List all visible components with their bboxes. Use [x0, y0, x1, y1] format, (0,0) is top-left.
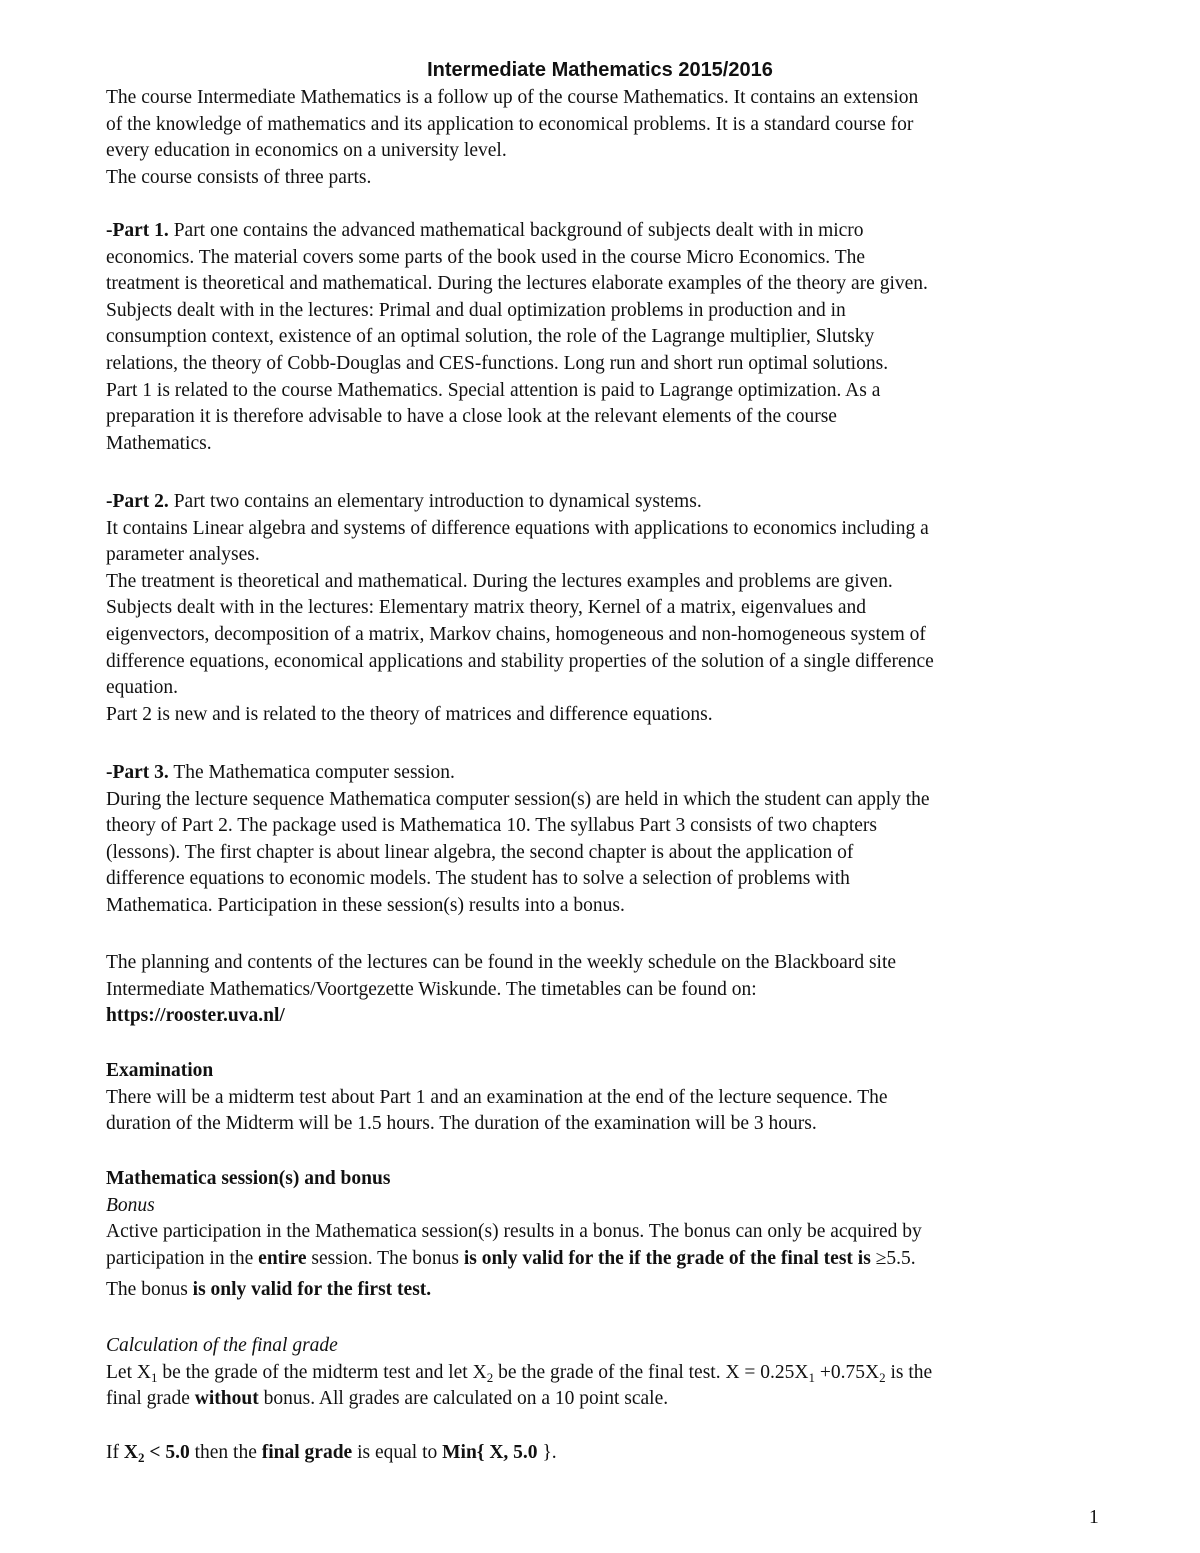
- part1-line: treatment is theoretical and mathematical. During the lectures elaborate examples of the theory are given.: [106, 273, 928, 295]
- intro-line: The course Intermediate Mathematics is a follow up of the course Mathematics. It contains an extension: [106, 87, 919, 108]
- subscript: 1: [808, 1369, 816, 1385]
- part2-line: equation.: [106, 677, 179, 699]
- bonus-text: session. The bonus: [306, 1247, 464, 1269]
- part1-first-line: [106, 218, 1116, 245]
- page-number: 1: [1089, 1507, 1099, 1528]
- rule-text: If: [106, 1441, 124, 1463]
- bonus-emphasis: entire: [258, 1247, 307, 1269]
- examination-line: There will be a midterm test about Part 1 and an examination at the end of the lecture sequence. The: [106, 1086, 888, 1108]
- timetable-url[interactable]: https://rooster.uva.nl/: [106, 1005, 285, 1027]
- part2-line: Part 2 is new and is related to the theory of matrices and difference equations.: [106, 703, 713, 725]
- subscript: 2: [879, 1369, 886, 1385]
- part2-label: -Part 2.: [106, 491, 169, 512]
- final-grade-formula-line: [106, 1360, 1116, 1387]
- bonus-text: participation in the: [106, 1247, 259, 1269]
- part3-line: theory of Part 2. The package used is Mathematica 10. The syllabus Part 3 consists of two chapters: [106, 815, 877, 837]
- part3-first-line: [106, 760, 1116, 787]
- subscript: 2: [137, 1449, 145, 1465]
- bonus-subheading-line: [106, 1193, 1116, 1220]
- intro-paragraph: [106, 85, 1116, 191]
- part3-line: (lessons). The first chapter is about linear algebra, the second chapter is about the application of: [106, 841, 854, 863]
- planning-paragraph: [106, 950, 1116, 1030]
- part2-line: parameter analyses.: [106, 544, 260, 566]
- part1-line: economics. The material covers some parts of the book used in the course Micro Economics. The: [106, 246, 866, 268]
- subscript: 1: [150, 1369, 158, 1385]
- bonus-text: ≥5.5.: [870, 1247, 916, 1269]
- part3-line: The Mathematica computer session.: [168, 762, 455, 783]
- part1-line: consumption context, existence of an optimal solution, the role of the Lagrange multiplier, Slutsky: [106, 326, 875, 348]
- bonus-emphasis: is only valid for the first test.: [192, 1279, 432, 1301]
- rule-text: then the: [189, 1441, 262, 1463]
- part3-label: -Part 3.: [106, 762, 169, 783]
- intro-line: of the knowledge of mathematics and its application to economical problems. It is a standard course for: [106, 113, 914, 135]
- bonus-line-3: [106, 1277, 1116, 1304]
- part2-first-line: [106, 489, 1116, 516]
- part1-line: Subjects dealt with in the lectures: Primal and dual optimization problems in production and in: [106, 299, 846, 321]
- formula-text: Let X: [106, 1361, 151, 1383]
- rule-emphasis: Min{ X, 5.0: [442, 1441, 538, 1463]
- final-grade-heading: Calculation of the final grade: [106, 1335, 338, 1356]
- bonus-text: The bonus: [106, 1279, 193, 1301]
- formula-text: +0.75X: [815, 1361, 880, 1383]
- part2-line: Subjects dealt with in the lectures: Elementary matrix theory, Kernel of a matrix, eigenvalues and: [106, 597, 867, 619]
- grade-text: final grade: [106, 1388, 195, 1410]
- bonus-subheading: Bonus: [106, 1194, 155, 1216]
- rule-emphasis: < 5.0: [144, 1441, 190, 1463]
- examination-heading: Examination: [106, 1060, 214, 1081]
- rule-emphasis: X: [123, 1441, 138, 1463]
- part2-line: Part two contains an elementary introduction to dynamical systems.: [168, 491, 702, 512]
- bonus-heading-line: [106, 1166, 1116, 1193]
- part3-line: During the lecture sequence Mathematica computer session(s) are held in which the student can apply the: [106, 788, 930, 810]
- formula-text: be the grade of the final test. X = 0.25X: [493, 1361, 809, 1383]
- grade-emphasis: without: [194, 1388, 259, 1410]
- intro-line: The course consists of three parts.: [106, 166, 372, 188]
- rule-text: }.: [537, 1441, 557, 1463]
- part2-line: The treatment is theoretical and mathematical. During the lectures examples and problems are given.: [106, 570, 893, 592]
- formula-text: is the: [885, 1361, 933, 1383]
- final-grade-line-2: [106, 1386, 1116, 1413]
- part3-line: difference equations to economic models. The student has to solve a selection of problems with: [106, 868, 850, 890]
- grade-text: bonus. All grades are calculated on a 10 point scale.: [258, 1388, 669, 1410]
- page-title: Intermediate Mathematics 2015/2016: [427, 59, 773, 81]
- part1-line: Part 1 is related to the course Mathematics. Special attention is paid to Lagrange optimization. As a: [106, 379, 881, 401]
- part1-line: Mathematics.: [106, 432, 212, 454]
- part2-line: eigenvectors, decomposition of a matrix, Markov chains, homogeneous and non-homogeneous system of: [106, 623, 926, 645]
- bonus-heading: Mathematica session(s) and bonus: [106, 1168, 391, 1189]
- bonus-section: [106, 1166, 1116, 1304]
- bonus-line: Active participation in the Mathematica session(s) results in a bonus. The bonus can only be acquired by: [106, 1221, 922, 1243]
- examination-heading-line: [106, 1058, 1116, 1085]
- examination-line: duration of the Midterm will be 1.5 hours. The duration of the examination will be 3 hours.: [106, 1113, 817, 1135]
- final-grade-section: [106, 1333, 1116, 1466]
- part3-line: Mathematica. Participation in these session(s) results into a bonus.: [106, 894, 625, 916]
- part1-line: Part one contains the advanced mathematical background of subjects dealt with in micro: [168, 220, 864, 241]
- examination-section: [106, 1058, 1116, 1138]
- part2-paragraph: [106, 489, 1116, 728]
- final-grade-rule-line: [106, 1440, 1116, 1467]
- part1-label: -Part 1.: [106, 220, 169, 241]
- part2-line: It contains Linear algebra and systems of difference equations with applications to economics including a: [106, 517, 929, 539]
- planning-line: The planning and contents of the lectures can be found in the weekly schedule on the Blackboard site: [106, 952, 897, 973]
- part1-paragraph: [106, 218, 1116, 457]
- bonus-emphasis: is only valid for the if the grade of the final test is: [463, 1247, 871, 1269]
- rule-emphasis: final grade: [261, 1441, 353, 1463]
- subscript: 2: [486, 1369, 494, 1385]
- timetable-link[interactable]: [106, 1003, 1116, 1030]
- part1-line: relations, the theory of Cobb-Douglas and CES-functions. Long run and short run optimal solutions.: [106, 352, 889, 374]
- part1-line: preparation it is therefore advisable to have a close look at the relevant elements of the course: [106, 406, 837, 428]
- part3-paragraph: [106, 760, 1116, 920]
- formula-text: be the grade of the midterm test and let X: [157, 1361, 487, 1383]
- rule-text: is equal to: [352, 1441, 443, 1463]
- part2-line: difference equations, economical applications and stability properties of the solution of a single difference: [106, 650, 934, 672]
- planning-line: Intermediate Mathematics/Voortgezette Wiskunde. The timetables can be found on:: [106, 978, 757, 1000]
- bonus-line-2: [106, 1246, 1116, 1273]
- intro-line: every education in economics on a university level.: [106, 140, 507, 162]
- final-grade-heading-line: [106, 1333, 1116, 1360]
